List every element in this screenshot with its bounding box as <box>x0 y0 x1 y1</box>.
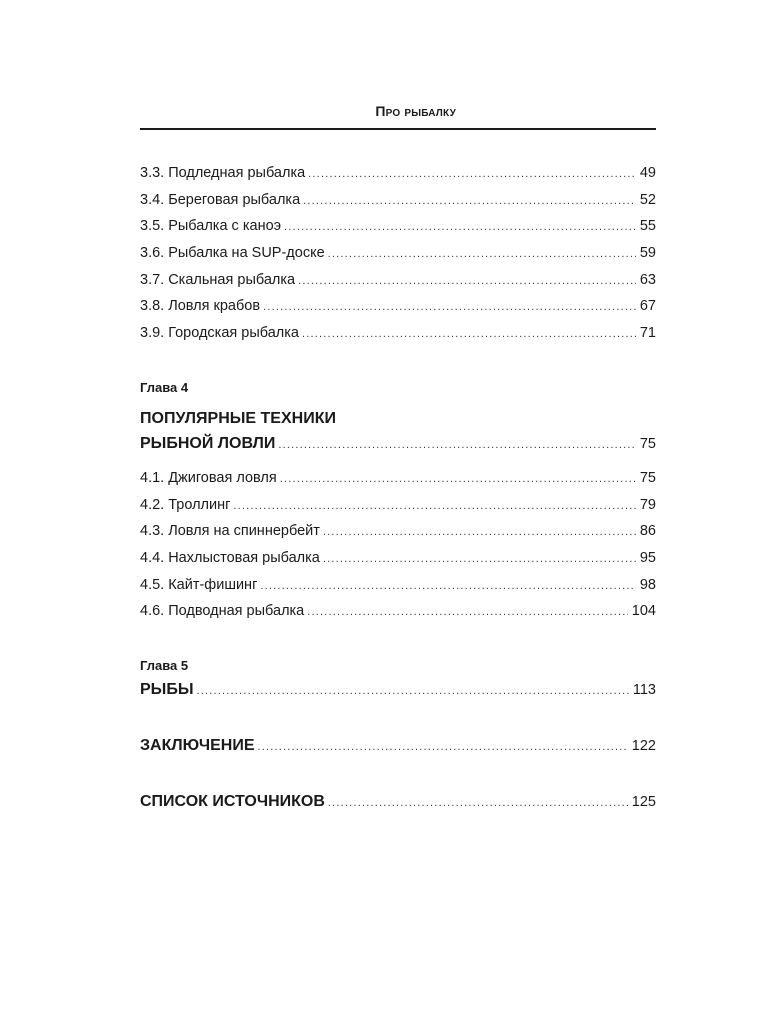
toc-entry-3-3[interactable] <box>140 160 656 187</box>
dot-leader <box>284 214 636 241</box>
spacer <box>140 347 656 377</box>
dot-leader <box>298 268 636 295</box>
toc-entry-page: 52 <box>639 191 656 208</box>
toc-entry-page: 75 <box>639 435 656 452</box>
dot-leader <box>278 432 636 458</box>
chapter-5-title: РЫБЫ <box>140 680 194 698</box>
toc-entry-4-6[interactable] <box>140 598 656 625</box>
running-header-title: Про рыбалку <box>375 103 456 119</box>
spacer <box>140 759 656 789</box>
toc-entry-4-5[interactable] <box>140 572 656 599</box>
dot-leader <box>197 678 629 704</box>
toc-entry-3-5[interactable] <box>140 213 656 240</box>
table-of-contents <box>140 160 656 815</box>
toc-entry-page: 113 <box>632 681 656 698</box>
toc-entry-label: 3.8. Ловля крабов <box>140 298 261 315</box>
toc-entry-page: 49 <box>639 165 656 181</box>
dot-leader <box>328 241 636 268</box>
dot-leader <box>302 321 636 348</box>
dot-leader <box>233 493 635 520</box>
dot-leader <box>260 573 636 600</box>
toc-entry-page: 59 <box>639 245 656 262</box>
sources-entry[interactable] <box>140 789 656 815</box>
toc-entry-page: 95 <box>639 549 656 566</box>
toc-entry-3-4[interactable] <box>140 187 656 214</box>
dot-leader <box>258 734 628 760</box>
spacer <box>140 703 656 733</box>
dot-leader <box>328 790 628 816</box>
conclusion-entry[interactable] <box>140 733 656 759</box>
toc-entry-4-3[interactable] <box>140 518 656 545</box>
toc-entry-label: 3.9. Городская рыбалка <box>140 325 299 342</box>
toc-entry-page: 75 <box>639 469 656 486</box>
dot-leader <box>280 466 636 493</box>
toc-entry-label: 3.7. Скальная рыбалка <box>140 271 296 288</box>
toc-entry-page: 79 <box>639 496 656 513</box>
dot-leader <box>323 519 636 546</box>
toc-entry-label: 4.1. Джиговая ловля <box>140 469 277 486</box>
toc-entry-page: 71 <box>639 325 656 342</box>
toc-entry-4-4[interactable] <box>140 545 656 572</box>
toc-entry-4-1[interactable] <box>140 465 656 492</box>
spacer <box>140 399 656 407</box>
toc-entry-label: 4.6. Подводная рыбалка <box>140 603 305 620</box>
chapter-5-entry[interactable] <box>140 677 656 703</box>
toc-entry-page: 104 <box>631 603 656 620</box>
chapter-4-title-line2: РЫБНОЙ ЛОВЛИ <box>140 434 276 452</box>
toc-entry-label: 4.2. Троллинг <box>140 496 231 513</box>
toc-entry-label: 4.5. Кайт-фишинг <box>140 576 258 593</box>
sources-title: СПИСОК ИСТОЧНИКОВ <box>140 792 325 810</box>
dot-leader <box>308 161 636 188</box>
chapter-4-title-line1[interactable]: ПОПУЛЯРНЫЕ ТЕХНИКИ <box>140 409 336 427</box>
chapter-4-entry[interactable] <box>140 431 656 457</box>
chapter-4-label: Глава 4 <box>140 379 189 395</box>
running-header <box>140 100 656 130</box>
toc-entry-label: 3.6. Рыбалка на SUP-доске <box>140 245 325 262</box>
dot-leader <box>307 599 628 626</box>
dot-leader <box>303 188 636 215</box>
toc-entry-page: 86 <box>639 523 656 540</box>
toc-entry-3-8[interactable] <box>140 293 656 320</box>
toc-entry-label: 3.4. Береговая рыбалка <box>140 191 301 208</box>
toc-entry-page: 55 <box>639 218 656 235</box>
toc-entry-3-7[interactable] <box>140 267 656 294</box>
spacer <box>140 625 656 655</box>
spacer <box>140 457 656 465</box>
toc-entry-page: 125 <box>631 793 656 810</box>
toc-entry-label: 3.3. Подледная рыбалка <box>140 165 306 181</box>
toc-entry-label: 3.5. Рыбалка с каноэ <box>140 218 282 235</box>
toc-entry-3-6[interactable] <box>140 240 656 267</box>
dot-leader <box>263 294 636 321</box>
toc-entry-page: 98 <box>639 576 656 593</box>
toc-entry-page: 63 <box>639 271 656 288</box>
toc-entry-label: 4.4. Нахлыстовая рыбалка <box>140 549 320 566</box>
chapter-5-label: Глава 5 <box>140 657 189 673</box>
toc-entry-label: 4.3. Ловля на спиннербейт <box>140 523 320 540</box>
conclusion-title: ЗАКЛЮЧЕНИЕ <box>140 736 255 754</box>
toc-entry-page: 122 <box>631 737 656 754</box>
toc-entry-3-9[interactable] <box>140 320 656 347</box>
toc-entry-page: 67 <box>639 298 656 315</box>
toc-entry-4-2[interactable] <box>140 492 656 519</box>
dot-leader <box>323 546 636 573</box>
